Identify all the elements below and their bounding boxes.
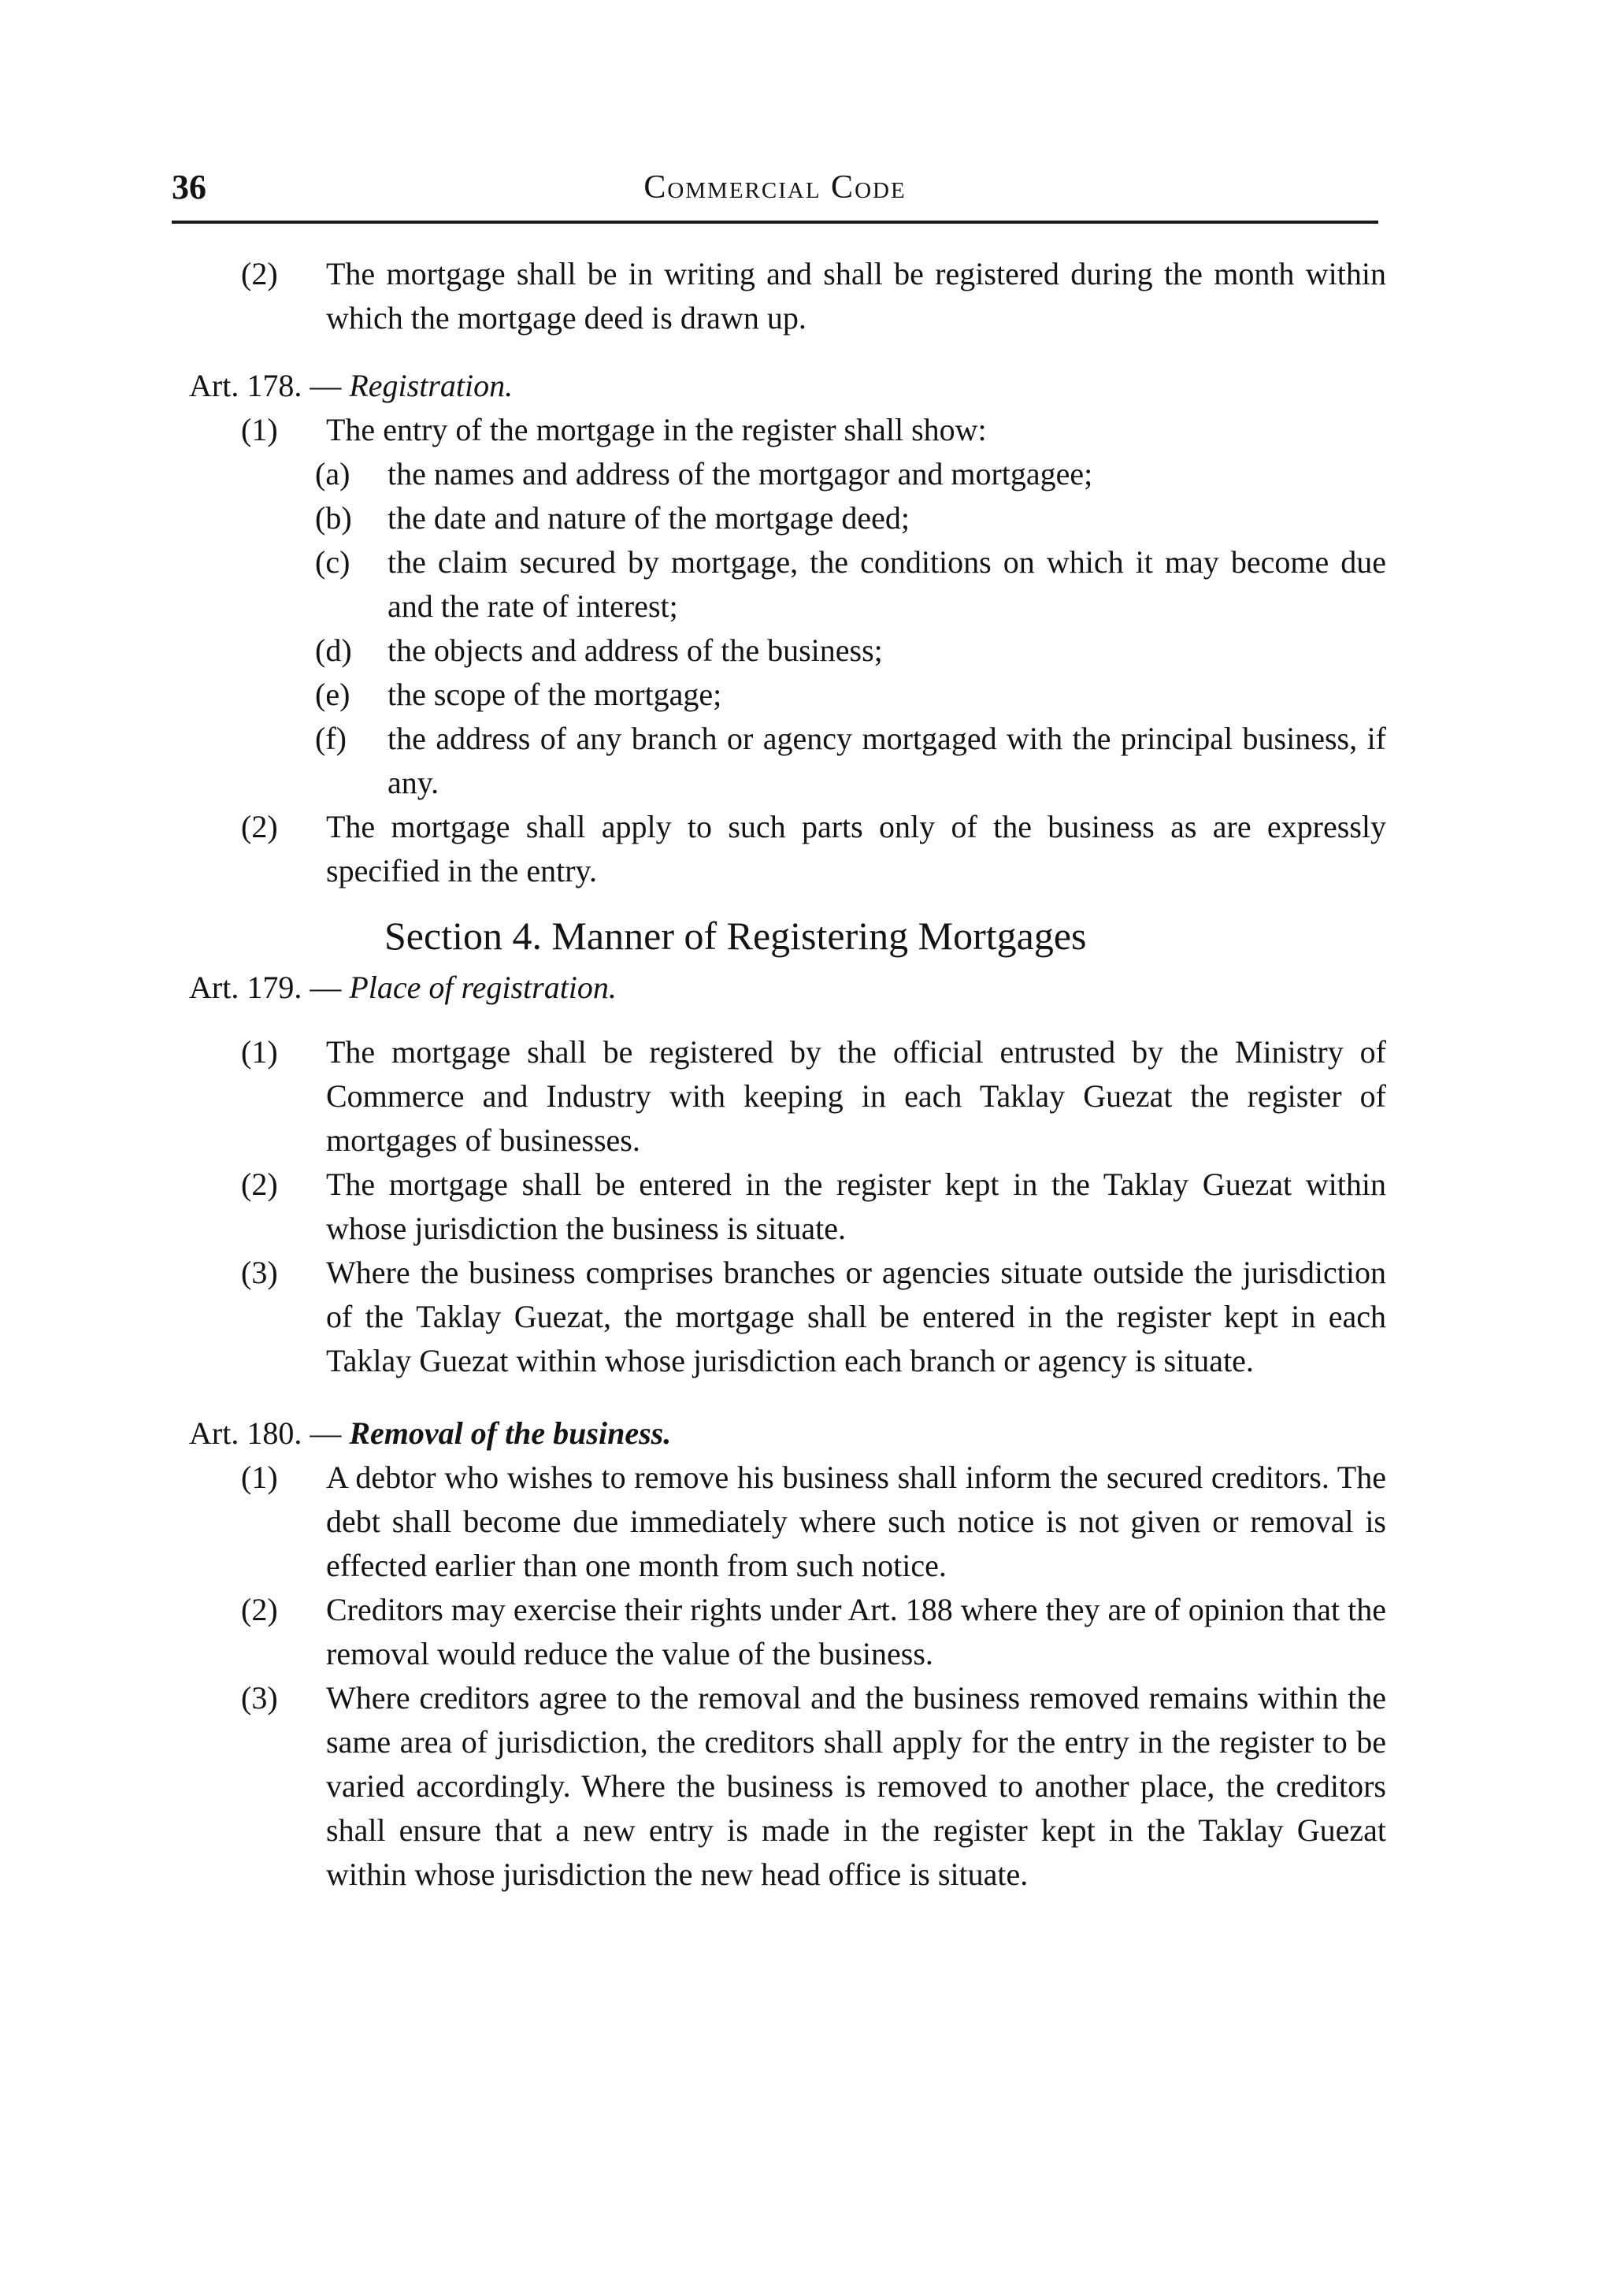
article-title: Removal of the business. (349, 1415, 672, 1451)
paragraph-number: (2) (241, 1167, 278, 1202)
paragraph-number: (3) (241, 1255, 278, 1290)
paragraph-text: The entry of the mortgage in the register shall show: (326, 412, 987, 447)
list-item-b (189, 496, 1386, 540)
item-text: the date and nature of the mortgage deed; (387, 500, 910, 536)
paragraph-2-continued (189, 252, 1386, 340)
article-180-paragraph-2 (189, 1588, 1386, 1676)
item-letter: (e) (315, 677, 350, 712)
article-title: Place of registration. (349, 970, 617, 1005)
paragraph-text: A debtor who wishes to remove his business shall inform the secured creditors. The debt shall become due immediately where such notice is not given or removal is effected earlier than one month from such notice. (326, 1460, 1386, 1583)
paragraph-text: The mortgage shall apply to such parts only of the business as are expressly specified in the entry. (326, 809, 1386, 888)
item-text: the names and address of the mortgagor and mortgagee; (387, 456, 1093, 491)
paragraph-text: Where creditors agree to the removal and the business removed remains within the same area of jurisdiction, the creditors shall apply for the entry in the register to be varied accordingly. Where the business is removed to another place, the creditors shall ensure that a new entry is made in the register kept in the Taklay Guezat within whose jurisdiction the new head office is situate. (326, 1680, 1386, 1892)
list-item-e (189, 673, 1386, 717)
article-180-paragraph-1 (189, 1456, 1386, 1588)
header-rule (172, 221, 1378, 224)
item-letter: (a) (315, 456, 350, 491)
page-header (172, 167, 1378, 214)
article-178-paragraph-1 (189, 408, 1386, 452)
page-content (189, 252, 1386, 1897)
item-text: the claim secured by mortgage, the conditions on which it may become due and the rate of interest; (387, 544, 1386, 624)
article-title: Registration. (349, 368, 514, 403)
article-178-paragraph-2 (189, 805, 1386, 893)
paragraph-text: The mortgage shall be entered in the register kept in the Taklay Guezat within whose jurisdiction the business is situate. (326, 1167, 1386, 1246)
paragraph-number: (2) (241, 809, 278, 844)
paragraph-text: Where the business comprises branches or agencies situate outside the jurisdiction of the Taklay Guezat, the mortgage shall be entered in the register kept in each Taklay Guezat within whose jurisdiction each branch or agency is situate. (326, 1255, 1386, 1378)
section-heading: Section 4. Manner of Registering Mortgages (384, 914, 1087, 958)
item-text: the scope of the mortgage; (387, 677, 722, 712)
paragraph-number: (1) (241, 1460, 278, 1495)
list-item-f (189, 717, 1386, 805)
item-letter: (b) (315, 500, 352, 536)
paragraph-number: (2) (241, 1592, 278, 1627)
item-text: the objects and address of the business; (387, 632, 883, 668)
article-179-paragraph-1 (189, 1030, 1386, 1163)
list-item-a (189, 452, 1386, 496)
running-title: Commercial Code (643, 169, 907, 206)
article-label: Art. 179. — (189, 970, 342, 1005)
item-text: the address of any branch or agency mortgaged with the principal business, if any. (387, 721, 1386, 800)
list-item-d (189, 629, 1386, 673)
item-letter: (c) (315, 544, 350, 580)
article-label: Art. 178. — (189, 368, 342, 403)
page-number: 36 (172, 168, 206, 206)
article-179-paragraph-3 (189, 1251, 1386, 1383)
paragraph-text: The mortgage shall be in writing and shall be registered during the month within which the mortgage deed is drawn up. (326, 256, 1386, 336)
paragraph-number: (2) (241, 256, 278, 291)
paragraph-number: (1) (241, 412, 278, 447)
paragraph-number: (3) (241, 1680, 278, 1716)
article-180-heading (189, 1411, 1386, 1456)
paragraph-number: (1) (241, 1034, 278, 1070)
list-item-c (189, 540, 1386, 629)
article-178-heading (189, 364, 1386, 408)
paragraph-text: The mortgage shall be registered by the official entrusted by the Ministry of Commerce and Industry with keeping in each Taklay Guezat the register of mortgages of businesses. (326, 1034, 1386, 1158)
article-179-paragraph-2 (189, 1163, 1386, 1251)
item-letter: (f) (315, 721, 347, 756)
article-179-heading (189, 966, 1386, 1010)
article-180-paragraph-3 (189, 1676, 1386, 1897)
paragraph-text: Creditors may exercise their rights under Art. 188 where they are of opinion that the removal would reduce the value of the business. (326, 1592, 1386, 1671)
article-label: Art. 180. — (189, 1415, 342, 1451)
item-letter: (d) (315, 632, 352, 668)
